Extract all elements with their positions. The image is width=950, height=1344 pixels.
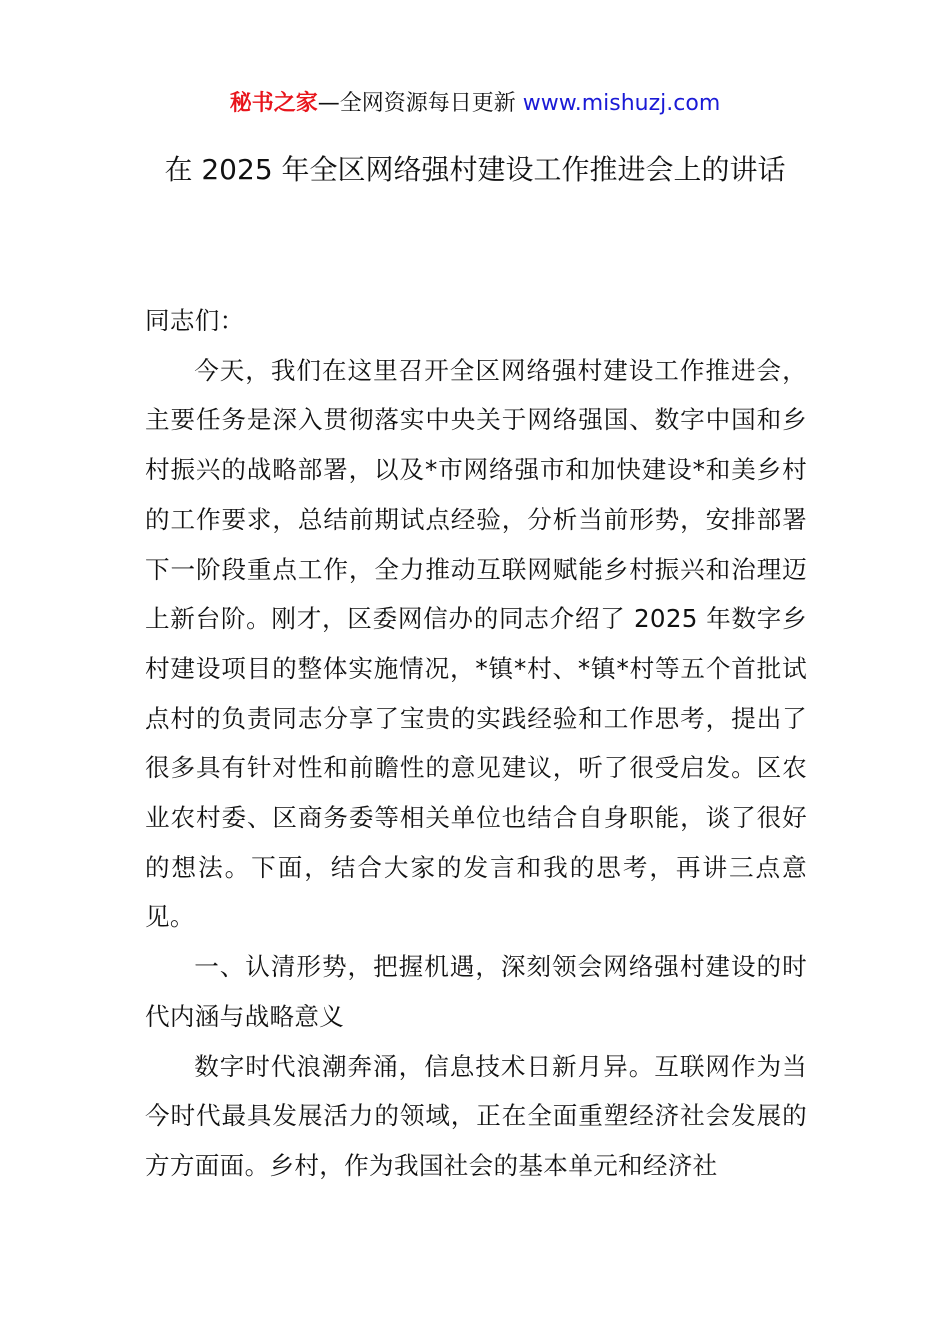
site-url-link[interactable]: www.mishuzj.com [522,91,721,116]
paragraph-intro: 今天，我们在这里召开全区网络强村建设工作推进会，主要任务是深入贯彻落实中央关于网络强国、数字中国和乡村振兴的战略部署，以及*市网络强市和加快建设*和美乡村的工作要求，总结前期试点经验，分析当前形势，安排部署下一阶段重点工作，全力推动互联网赋能乡村振兴和治理迈上新台阶。刚才，区委网信办的同志介绍了 2025 年数字乡村建设项目的整体实施情况，*镇*村、*镇*村等五个首批试点村的负责同志分享了宝贵的实践经验和工作思考，提出了很多具有针对性和前瞻性的意见建议，听了很受启发。区农业农村委、区商务委等相关单位也结合自身职能，谈了很好的想法。下面，结合大家的发言和我的思考，再讲三点意见。 [145,355,807,932]
document-body [145,296,807,1191]
salutation: 同志们： [145,306,245,335]
document-title: 在 2025 年全区网络强村建设工作推进会上的讲话 [164,153,786,186]
site-header [0,88,950,120]
paragraph-section-1: 数字时代浪潮奔涌，信息技术日新月异。互联网作为当今时代最具发展活力的领域，正在全面重塑经济社会发展的方方面面。乡村，作为我国社会的基本单元和经济社 [145,1051,807,1180]
brand-name: 秘书之家 [229,91,318,116]
header-tagline: —全网资源每日更新 [317,91,523,116]
section-heading-1: 一、认清形势，把握机遇，深刻领会网络强村建设的时代内涵与战略意义 [145,952,807,1031]
